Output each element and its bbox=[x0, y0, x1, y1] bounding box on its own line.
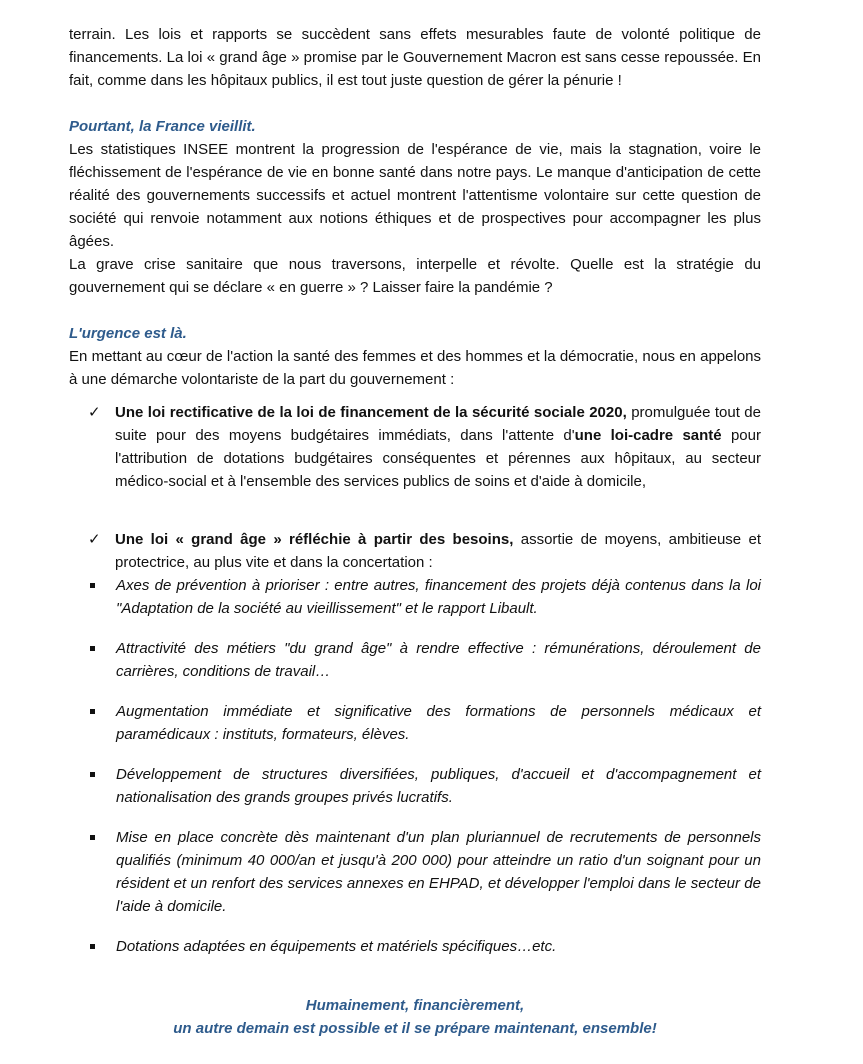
list-spacer bbox=[116, 683, 761, 700]
square-bullet-icon bbox=[90, 772, 95, 777]
measure-item bbox=[116, 700, 761, 746]
square-bullet-icon bbox=[90, 583, 95, 588]
grand-age-measures-list bbox=[69, 574, 761, 958]
measure-text: Axes de prévention à prioriser : entre autres, financement des projets déjà contenus dans la loi "Adaptation de la société au vieillissement" et le rapport Libault. bbox=[116, 577, 761, 617]
appeal-paragraph: En mettant au cœur de l'action la santé des femmes et des hommes et la démocratie, nous en appelons à une démarche volontariste de la part du gouvernement : bbox=[69, 348, 761, 388]
insee-paragraph: Les statistiques INSEE montrent la progression de l'espérance de vie, mais la stagnation, voire le fléchissement de l'espérance de vie en bonne santé dans notre pays. Le manque d'anticipation de cette réalité des gouvernements successifs et actuel montrent l'attentisme volontaire sur cette question de société qui renvoie notamment aux notions éthiques et de prospectives pour accompagner les plus âgées. bbox=[69, 141, 761, 250]
list-spacer bbox=[115, 493, 761, 528]
measure-item bbox=[116, 763, 761, 809]
square-bullet-icon bbox=[90, 709, 95, 714]
demand-text: assortie de moyens, ambitieuse et protectrice, au plus vite et dans la concertation : bbox=[115, 531, 761, 571]
square-bullet-icon bbox=[90, 944, 95, 949]
measure-item bbox=[116, 826, 761, 918]
demand-bold: Une loi « grand âge » réfléchie à partir des besoins, bbox=[115, 531, 514, 548]
measure-item bbox=[116, 574, 761, 620]
demand-bold: une loi-cadre santé bbox=[574, 427, 722, 444]
checkmark-icon: ✓ bbox=[88, 404, 101, 421]
demands-list bbox=[69, 401, 761, 574]
closing-line-2: un autre demain est possible et il se prépare maintenant, ensemble! bbox=[173, 1020, 657, 1037]
demand-text: pour l'attribution de dotations budgétaires conséquentes et pérennes aux hôpitaux, au secteur médico-social et à l'ensemble des services publics de soins et d'aide à domicile, bbox=[115, 427, 761, 490]
measure-text: Mise en place concrète dès maintenant d'un plan pluriannuel de recrutements de personnels qualifiés (minimum 40 000/an et jusqu'à 200 000) pour atteindre un ratio d'un soignant pour un résident et un renfort des services annexes en EHPAD, et développer l'emploi dans le secteur de l'aide à domicile. bbox=[116, 829, 761, 915]
measure-text: Augmentation immédiate et significative des formations de personnels médicaux et paramédicaux : instituts, formateurs, élèves. bbox=[116, 703, 761, 743]
intro-paragraph: terrain. Les lois et rapports se succèdent sans effets mesurables faute de volonté politique de financements. La loi « grand âge » promise par le Gouvernement Macron est sans cesse repoussée. En fait, comme dans les hôpitaux publics, il est tout juste question de gérer la pénurie ! bbox=[69, 26, 761, 89]
list-spacer bbox=[116, 746, 761, 763]
square-bullet-icon bbox=[90, 646, 95, 651]
measure-text: Dotations adaptées en équipements et matériels spécifiques…etc. bbox=[116, 938, 557, 955]
measure-item bbox=[116, 935, 761, 958]
list-spacer bbox=[116, 918, 761, 935]
list-spacer bbox=[116, 620, 761, 637]
list-spacer bbox=[116, 809, 761, 826]
demand-item bbox=[88, 401, 761, 493]
measure-text: Attractivité des métiers "du grand âge" à rendre effective : rémunérations, déroulement de carrières, conditions de travail… bbox=[116, 640, 761, 680]
crisis-paragraph: La grave crise sanitaire que nous traversons, interpelle et révolte. Quelle est la stratégie du gouvernement qui se déclare « en guerre » ? Laisser faire la pandémie ? bbox=[69, 256, 761, 296]
section-heading-urgence: L'urgence est là. bbox=[69, 325, 187, 342]
checkmark-icon: ✓ bbox=[88, 531, 101, 548]
measure-text: Développement de structures diversifiées, publiques, d'accueil et d'accompagnement et nationalisation des grands groupes privés lucratifs. bbox=[116, 766, 761, 806]
demand-item bbox=[88, 528, 761, 574]
closing-line-1: Humainement, financièrement, bbox=[305, 997, 525, 1014]
square-bullet-icon bbox=[90, 835, 95, 840]
demand-text: promulguée tout de suite pour des moyens budgétaires immédiats, dans l'attente d' bbox=[115, 404, 761, 444]
section-heading-vieillit: Pourtant, la France vieillit. bbox=[69, 118, 256, 135]
demand-bold: Une loi rectificative de la loi de financement de la sécurité sociale 2020, bbox=[115, 404, 627, 421]
measure-item bbox=[116, 637, 761, 683]
